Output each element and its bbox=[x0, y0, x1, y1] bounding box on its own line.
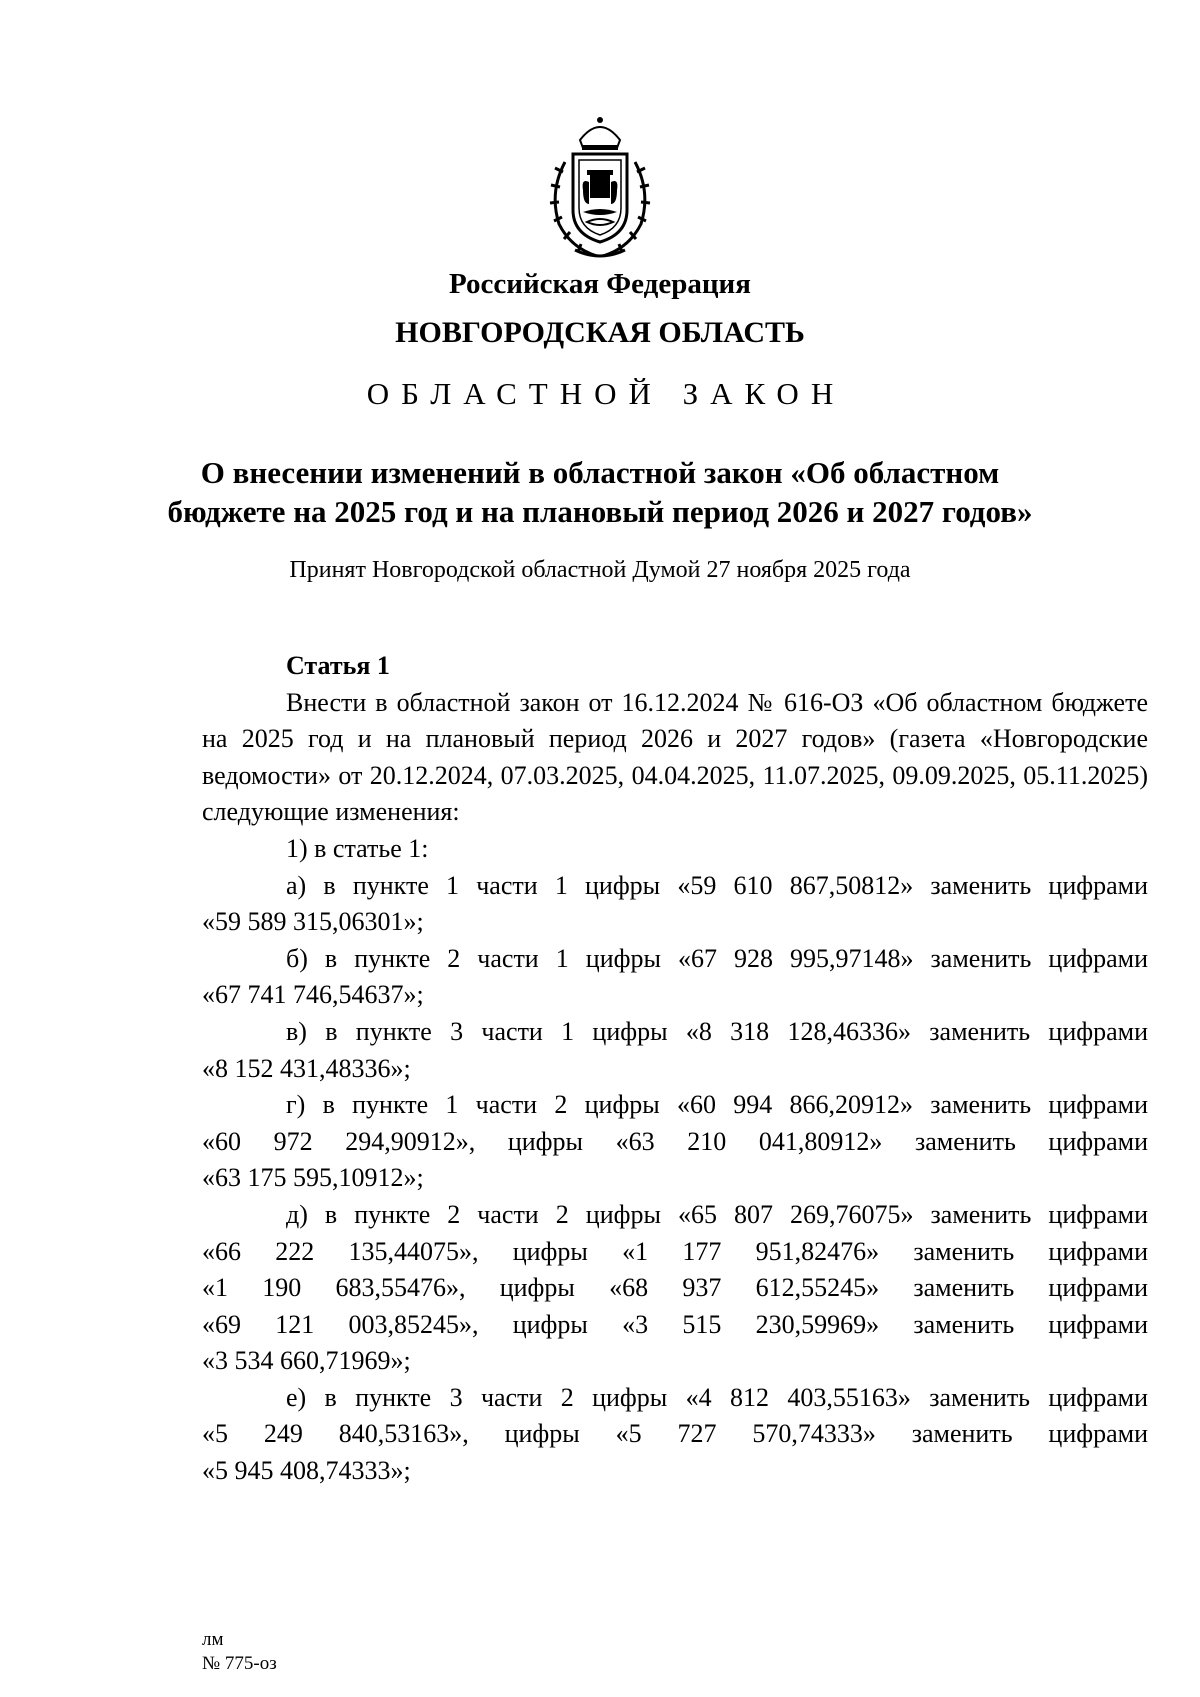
article-heading: Статья 1 bbox=[286, 651, 390, 680]
amendment-line: «59 589 315,06301»; bbox=[202, 907, 424, 937]
point-1: 1) в статье 1: bbox=[286, 833, 429, 863]
amendment-item bbox=[202, 1197, 1148, 1380]
amendment-line: «60 972 294,90912», цифры «63 210 041,80912» заменить цифрами bbox=[202, 1126, 1148, 1156]
amendment-line: е) в пункте 3 части 2 цифры «4 812 403,55163» заменить цифрами bbox=[286, 1382, 1148, 1412]
law-title-line: бюджете на 2025 год и на плановый период 2026 и 2027 годов» bbox=[167, 494, 1033, 529]
coat-of-arms-emblem bbox=[535, 112, 665, 262]
document-type: ОБЛАСТНОЙ ЗАКОН bbox=[366, 376, 846, 411]
amendment-item bbox=[202, 1380, 1148, 1490]
amendment-line: «1 190 683,55476», цифры «68 937 612,55245» заменить цифрами bbox=[202, 1273, 1148, 1303]
footer-law-number: № 775-оз bbox=[202, 1653, 277, 1674]
amendment-line: «5 945 408,74333»; bbox=[202, 1456, 411, 1486]
amendment-line: в) в пункте 3 части 1 цифры «8 318 128,46336» заменить цифрами bbox=[286, 1016, 1148, 1046]
amendment-line: «67 741 746,54637»; bbox=[202, 980, 424, 1010]
amendment-line: а) в пункте 1 части 1 цифры «59 610 867,50812» заменить цифрами bbox=[286, 870, 1148, 900]
amendment-item bbox=[202, 941, 1148, 1014]
amendment-line: б) в пункте 2 части 1 цифры «67 928 995,97148» заменить цифрами bbox=[286, 943, 1148, 973]
amendment-line: «3 534 660,71969»; bbox=[202, 1346, 411, 1376]
amendment-line: «63 175 595,10912»; bbox=[202, 1163, 424, 1193]
amendment-item bbox=[202, 1087, 1148, 1197]
region-name: НОВГОРОДСКАЯ ОБЛАСТЬ bbox=[395, 316, 805, 349]
footer-initials: лм bbox=[202, 1629, 224, 1650]
footer-note bbox=[202, 1628, 277, 1676]
amendment-item bbox=[202, 1014, 1148, 1087]
amendment-line: «69 121 003,85245», цифры «3 515 230,59969» заменить цифрами bbox=[202, 1309, 1148, 1339]
amendment-line: «66 222 135,44075», цифры «1 177 951,82476» заменить цифрами bbox=[202, 1236, 1148, 1266]
amendment-line: г) в пункте 1 части 2 цифры «60 994 866,20912» заменить цифрами bbox=[286, 1090, 1148, 1120]
country-name: Российская Федерация bbox=[449, 268, 751, 300]
amendment-line: «5 249 840,53163», цифры «5 727 570,74333» заменить цифрами bbox=[202, 1419, 1148, 1449]
amendment-line: д) в пункте 2 части 2 цифры «65 807 269,76075» заменить цифрами bbox=[286, 1199, 1148, 1229]
amendment-line: «8 152 431,48336»; bbox=[202, 1053, 411, 1083]
article-intro: Внести в областной закон от 16.12.2024 № 616-ОЗ «Об областном бюджете на 2025 год и на плановый период 2026 и 2027 годов» (газета «Новгородские ведомости» от 20.12.2024, 07.03.2025, 04.04.2025, 11.07.2025, 09.09.2025, 05.11.2025) следующие изменения: bbox=[202, 687, 1148, 827]
article-body bbox=[202, 648, 1148, 1490]
law-title bbox=[0, 453, 1200, 531]
law-title-line: О внесении изменений в областной закон «Об областном bbox=[200, 455, 1000, 490]
adoption-note: Принят Новгородской областной Думой 27 ноября 2025 года bbox=[289, 557, 911, 583]
amendment-item bbox=[202, 868, 1148, 941]
